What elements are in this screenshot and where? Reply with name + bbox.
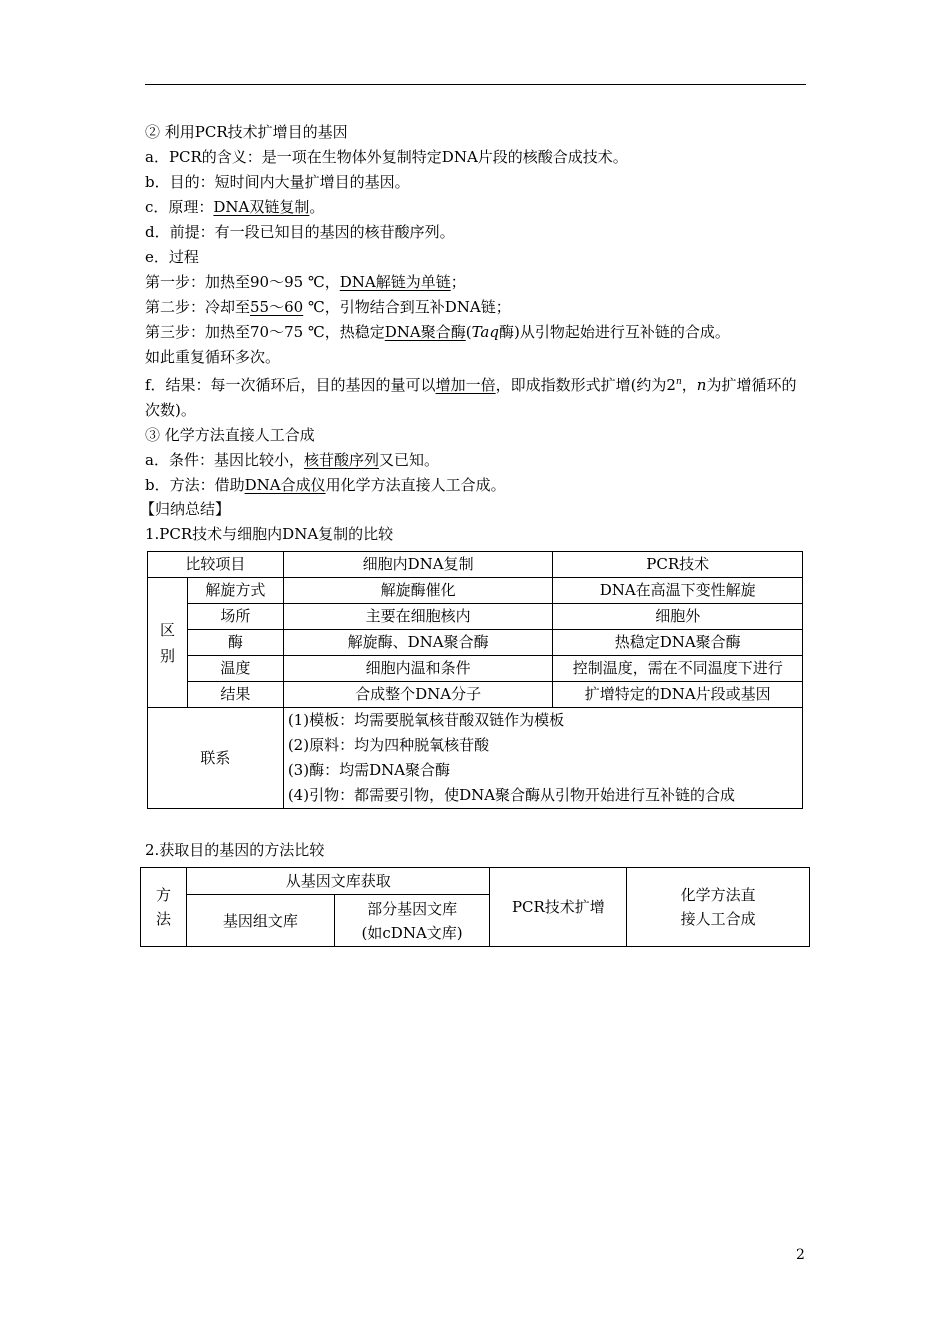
summary-label: 【归纳总结】 xyxy=(140,500,231,518)
pcr-repeat: 如此重复循环多次。 xyxy=(145,348,281,366)
table-row xyxy=(148,604,803,630)
table-row xyxy=(148,578,803,604)
chem-condition: a．条件：基因比较小，核苷酸序列又已知。 xyxy=(145,451,439,469)
row-item: 结果 xyxy=(187,682,283,708)
method-answer: DNA合成仪 xyxy=(244,476,326,494)
chem-method: b．方法：借助DNA合成仪用化学方法直接人工合成。 xyxy=(145,476,506,494)
table-row xyxy=(148,708,803,809)
table-row xyxy=(148,682,803,708)
row-cell-value: 合成整个DNA分子 xyxy=(283,682,553,708)
pcr-premise: d．前提：有一段已知目的基因的核苷酸序列。 xyxy=(145,223,455,241)
pcr-step2: 第二步：冷却至55～60 ℃，引物结合到互补DNA链； xyxy=(145,298,511,316)
pcr-definition: a．PCR的含义：是一项在生物体外复制特定DNA片段的核酸合成技术。 xyxy=(145,148,628,166)
comparison-table-2 xyxy=(140,867,810,947)
header-rule xyxy=(145,84,806,85)
row-cell-value: 解旋酶催化 xyxy=(283,578,553,604)
row-item: 解旋方式 xyxy=(187,578,283,604)
table-row xyxy=(141,868,810,895)
pcr-purpose: b．目的：短时间内大量扩增目的基因。 xyxy=(145,173,410,191)
table-row xyxy=(148,656,803,682)
link-item: (3)酶：均需DNA聚合酶 xyxy=(287,761,451,779)
link-content xyxy=(283,708,802,809)
link-item: (2)原料：均为四种脱氧核苷酸 xyxy=(287,736,490,754)
table-row xyxy=(148,552,803,578)
result-answer: 增加一倍 xyxy=(435,376,496,394)
link-label: 联系 xyxy=(148,708,284,809)
group-label: 区 别 xyxy=(148,578,188,708)
row-item: 温度 xyxy=(187,656,283,682)
method-label: 方 法 xyxy=(141,868,187,947)
pcr-result: f．结果：每一次循环后，目的基因的量可以增加一倍，即成指数形式扩增(约为2$^n$，n为扩增循环的次数)。 xyxy=(145,376,797,419)
partial-library: 部分基因文库 (如cDNA文库) xyxy=(334,895,490,947)
row-cell-value: 主要在细胞核内 xyxy=(283,604,553,630)
header-cell-replication: 细胞内DNA复制 xyxy=(283,552,553,578)
row-item: 场所 xyxy=(187,604,283,630)
row-cell-value: 细胞内温和条件 xyxy=(283,656,553,682)
heading-table2: 2.获取目的基因的方法比较 xyxy=(145,841,325,859)
chem-title: ③ 化学方法直接人工合成 xyxy=(145,426,315,444)
table-row xyxy=(148,630,803,656)
chem-method-cell: 化学方法直 接人工合成 xyxy=(627,868,810,947)
pcr-process: e．过程 xyxy=(145,248,199,266)
genomic-library: 基因组文库 xyxy=(186,895,334,947)
heading-table1: 1.PCR技术与细胞内DNA复制的比较 xyxy=(145,525,394,543)
principle-answer: DNA双链复制 xyxy=(213,198,310,216)
step3-answer: DNA聚合酶 xyxy=(384,323,466,341)
pcr-principle: c．原理：DNA双链复制。 xyxy=(145,198,325,216)
step2-answer: 55～60 xyxy=(250,298,304,316)
row-pcr-value: 控制温度，需在不同温度下进行 xyxy=(553,656,803,682)
row-pcr-value: 扩增特定的DNA片段或基因 xyxy=(553,682,803,708)
row-cell-value: 解旋酶、DNA聚合酶 xyxy=(283,630,553,656)
header-item: 比较项目 xyxy=(148,552,284,578)
page-number: 2 xyxy=(796,1247,805,1263)
header-pcr: PCR技术 xyxy=(553,552,803,578)
pcr-title: ② 利用PCR技术扩增目的基因 xyxy=(145,123,348,141)
body-text xyxy=(145,120,810,498)
step1-answer: DNA解链为单链 xyxy=(339,273,451,291)
pcr-step1: 第一步：加热至90～95 ℃，DNA解链为单链； xyxy=(145,273,466,291)
row-item: 酶 xyxy=(187,630,283,656)
row-pcr-value: 细胞外 xyxy=(553,604,803,630)
comparison-table-1 xyxy=(147,551,803,809)
pcr-step3: 第三步：加热至70～75 ℃，热稳定DNA聚合酶(Taq酶)从引物起始进行互补链的合成。 xyxy=(145,323,730,341)
condition-answer: 核苷酸序列 xyxy=(303,451,379,469)
row-pcr-value: 热稳定DNA聚合酶 xyxy=(553,630,803,656)
link-item: (4)引物：都需要引物，使DNA聚合酶从引物开始进行互补链的合成 xyxy=(287,786,736,804)
row-pcr-value: DNA在高温下变性解旋 xyxy=(553,578,803,604)
pcr-method: PCR技术扩增 xyxy=(490,868,627,947)
library-header: 从基因文库获取 xyxy=(186,868,490,895)
link-item: (1)模板：均需要脱氧核苷酸双链作为模板 xyxy=(287,711,565,729)
